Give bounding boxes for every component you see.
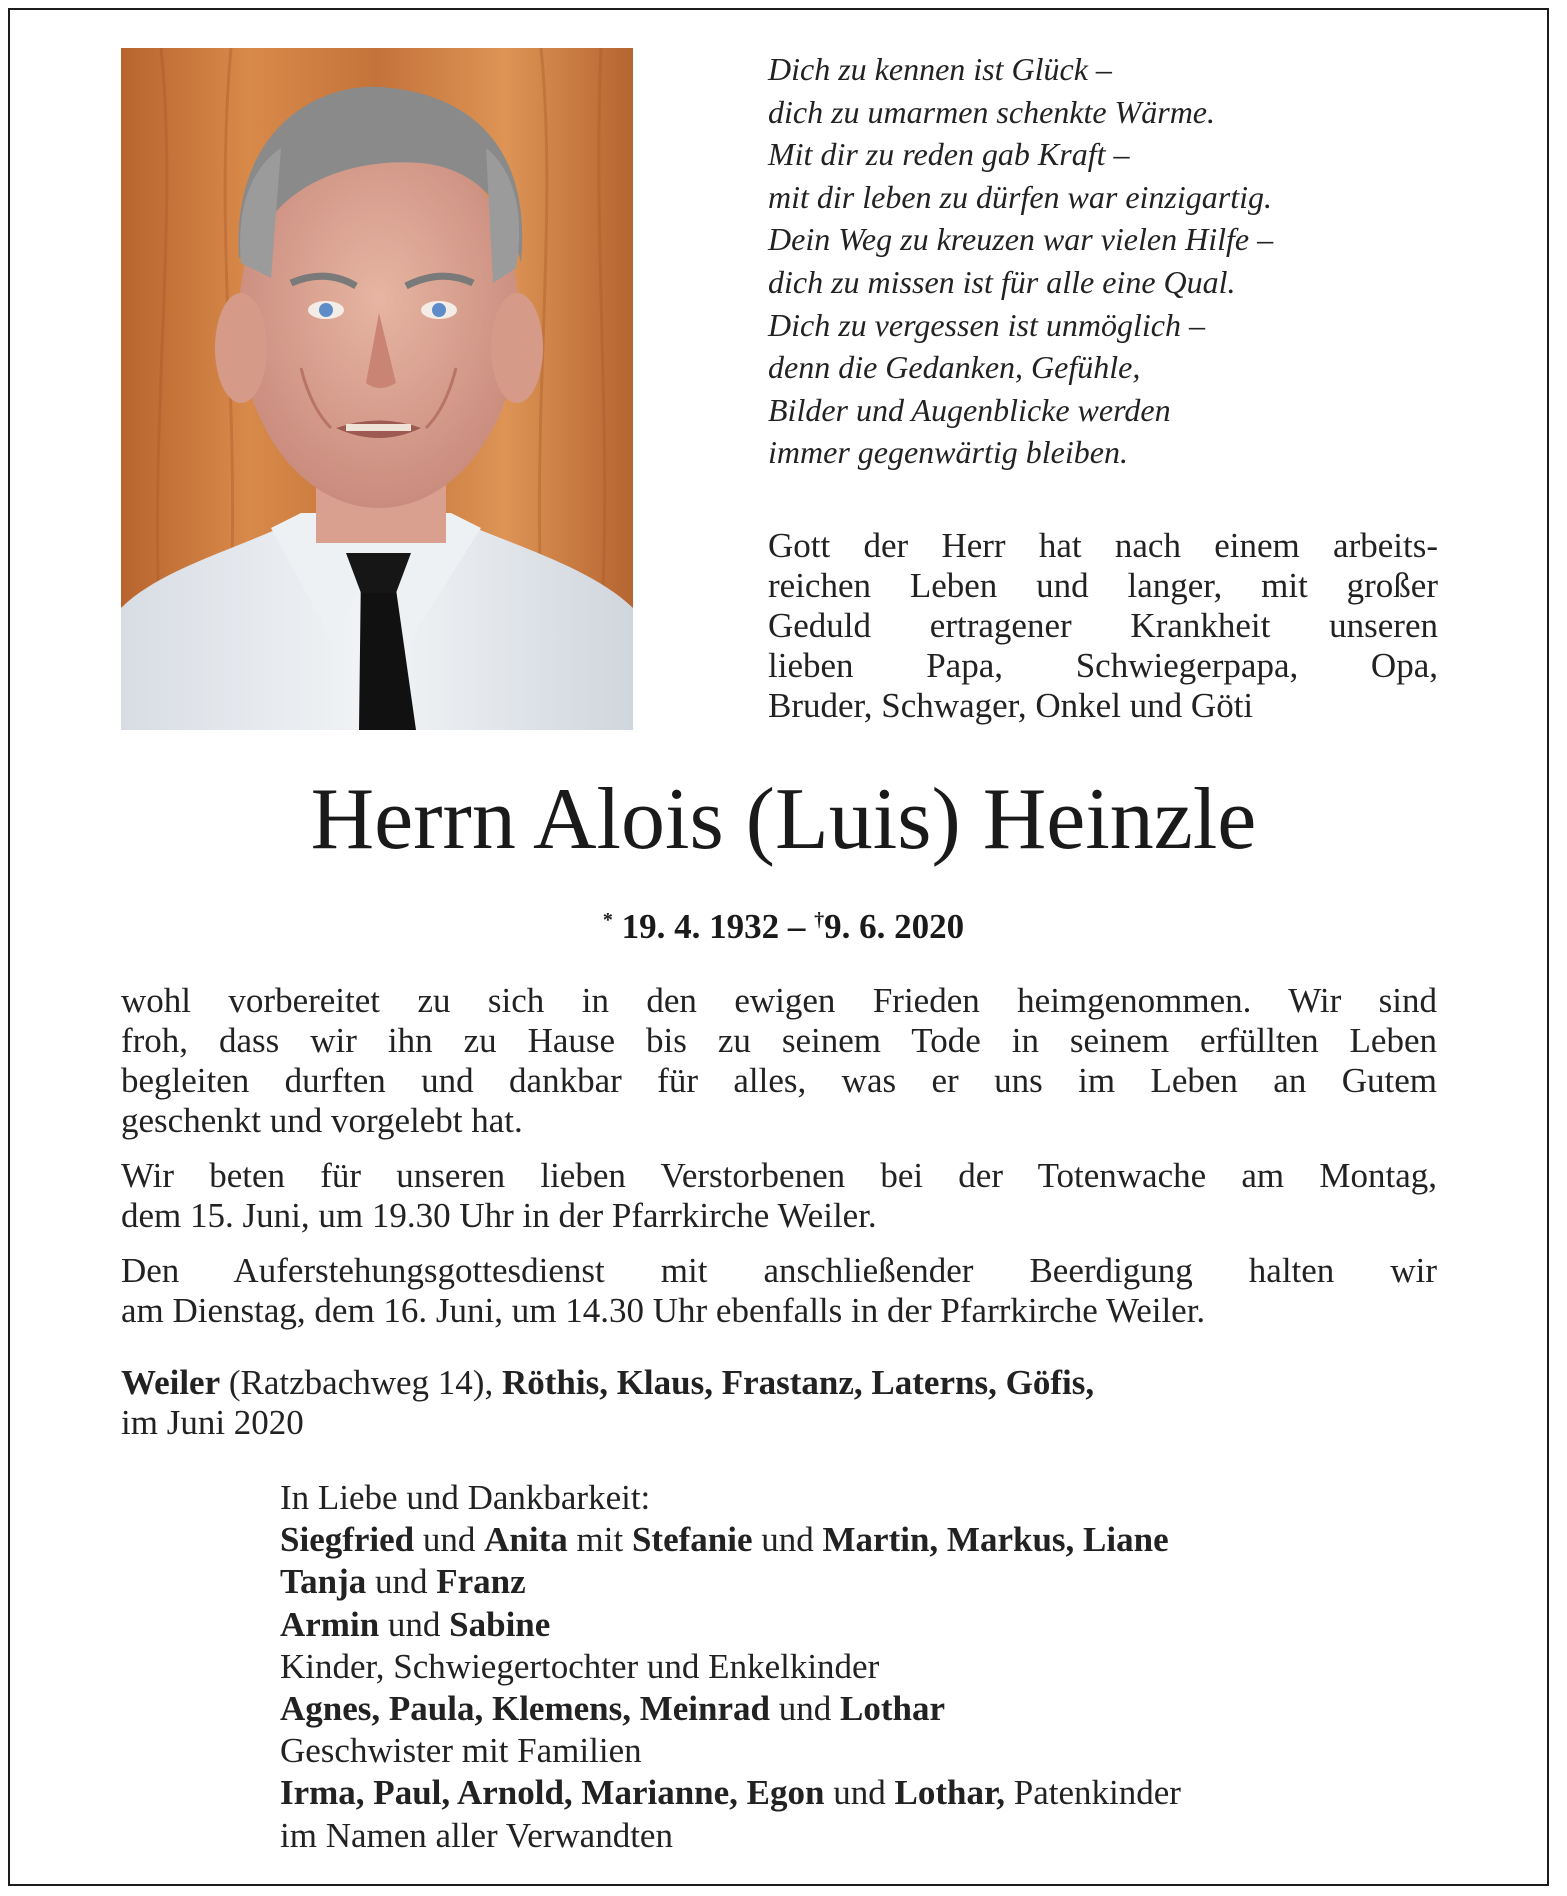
family-row <box>280 1561 1181 1603</box>
family-connector: und <box>375 1562 428 1602</box>
life-dates <box>0 900 1567 947</box>
paragraph-line: Wir beten für unseren lieben Verstorbenen bei der Totenwache am Montag, <box>121 1156 1437 1195</box>
paragraph-line: dem 15. Juni, um 19.30 Uhr in der Pfarrkirche Weiler. <box>121 1196 877 1235</box>
family-row <box>280 1604 1181 1646</box>
poem-line: denn die Gedanken, Gefühle, <box>768 349 1141 386</box>
death-symbol: † <box>814 909 825 931</box>
date-separator: – <box>787 907 806 946</box>
paragraph-line: geschenkt und vorgelebt hat. <box>121 1101 523 1140</box>
poem-line: dich zu umarmen schenkte Wärme. <box>768 93 1215 130</box>
family-row <box>280 1688 1181 1730</box>
places-block <box>121 1363 1094 1443</box>
poem-line: mit dir leben zu dürfen war einzigartig. <box>768 178 1272 215</box>
place-date: im Juni 2020 <box>121 1403 304 1442</box>
family-connector: und <box>833 1773 886 1813</box>
poem-line: Bilder und Augenblicke werden <box>768 391 1171 428</box>
family-name: Franz <box>436 1562 526 1602</box>
death-date: 9. 6. 2020 <box>824 907 965 946</box>
family-caption: Geschwister mit Familien <box>280 1731 642 1771</box>
paragraph-line: froh, dass wir ihn zu Hause bis zu seinem Tode in seinem erfüllten Leben <box>121 1021 1437 1060</box>
intro-line: reichen Leben und langer, mit großer <box>768 566 1438 605</box>
birth-date: 19. 4. 1932 <box>621 907 780 946</box>
paragraph-farewell <box>121 981 1437 1141</box>
family-name: Anita <box>484 1520 568 1560</box>
family-connector: und <box>778 1689 832 1729</box>
family-row <box>280 1519 1181 1561</box>
poem <box>768 48 1273 474</box>
poem-line: Dich zu vergessen ist unmöglich – <box>768 306 1205 343</box>
intro-line: lieben Papa, Schwiegerpapa, Opa, <box>768 646 1438 685</box>
intro-text <box>768 526 1438 726</box>
family-name: Martin, Markus, Liane <box>822 1520 1169 1560</box>
family-name: Armin <box>280 1604 380 1644</box>
paragraph-funeral <box>121 1251 1437 1331</box>
family-heading: In Liebe und Dankbarkeit: <box>280 1478 651 1517</box>
places-other: Röthis, Klaus, Frastanz, Laterns, Göfis, <box>501 1363 1095 1402</box>
poem-line: immer gegenwärtig bleiben. <box>768 434 1128 471</box>
family-name: Stefanie <box>631 1520 753 1560</box>
poem-line: Dein Weg zu kreuzen war vielen Hilfe – <box>768 221 1274 258</box>
paragraph-line: wohl vorbereitet zu sich in den ewigen Frieden heimgenommen. Wir sind <box>121 981 1437 1020</box>
place-address: (Ratzbachweg 14), <box>228 1363 494 1402</box>
portrait-illustration <box>121 48 633 730</box>
deceased-name: Herrn Alois (Luis) Heinzle <box>310 771 1257 868</box>
poem-line: Dich zu kennen ist Glück – <box>768 51 1112 87</box>
family-row <box>280 1772 1181 1814</box>
paragraph-line: begleiten durften und dankbar für alles, was er uns im Leben an Gutem <box>121 1061 1437 1100</box>
family-block <box>280 1477 1181 1857</box>
family-name: Sabine <box>449 1604 551 1644</box>
paragraph-line: am Dienstag, dem 16. Juni, um 14.30 Uhr ebenfalls in der Pfarrkirche Weiler. <box>121 1291 1206 1330</box>
place-main: Weiler <box>121 1363 221 1402</box>
paragraph-wake <box>121 1156 1437 1236</box>
family-closing: im Namen aller Verwandten <box>280 1815 673 1855</box>
intro-line: Geduld ertragener Krankheit unseren <box>768 606 1438 645</box>
family-name: Siegfried <box>280 1520 415 1560</box>
family-name: Irma, Paul, Arnold, Marianne, Egon <box>280 1773 825 1813</box>
family-connector: mit <box>576 1520 624 1560</box>
paragraph-line: Den Auferstehungsgottesdienst mit anschließender Beerdigung halten wir <box>121 1251 1437 1290</box>
portrait-photo <box>121 48 633 730</box>
family-connector: und <box>422 1520 476 1560</box>
family-connector: und <box>387 1604 441 1644</box>
intro-line: Bruder, Schwager, Onkel und Göti <box>768 686 1254 725</box>
birth-symbol: * <box>602 909 613 931</box>
family-name: Tanja <box>280 1562 367 1602</box>
family-caption: Kinder, Schwiegertochter und Enkelkinder <box>280 1646 880 1686</box>
family-caption: Patenkinder <box>1013 1773 1181 1813</box>
family-connector: und <box>761 1520 814 1560</box>
poem-line: dich zu missen ist für alle eine Qual. <box>768 263 1236 300</box>
family-name: Lothar, <box>894 1773 1006 1813</box>
poem-line: Mit dir zu reden gab Kraft – <box>768 136 1130 173</box>
intro-line: Gott der Herr hat nach einem arbeits- <box>768 526 1438 565</box>
family-name: Lothar <box>839 1689 945 1729</box>
family-name: Agnes, Paula, Klemens, Meinrad <box>280 1689 770 1729</box>
